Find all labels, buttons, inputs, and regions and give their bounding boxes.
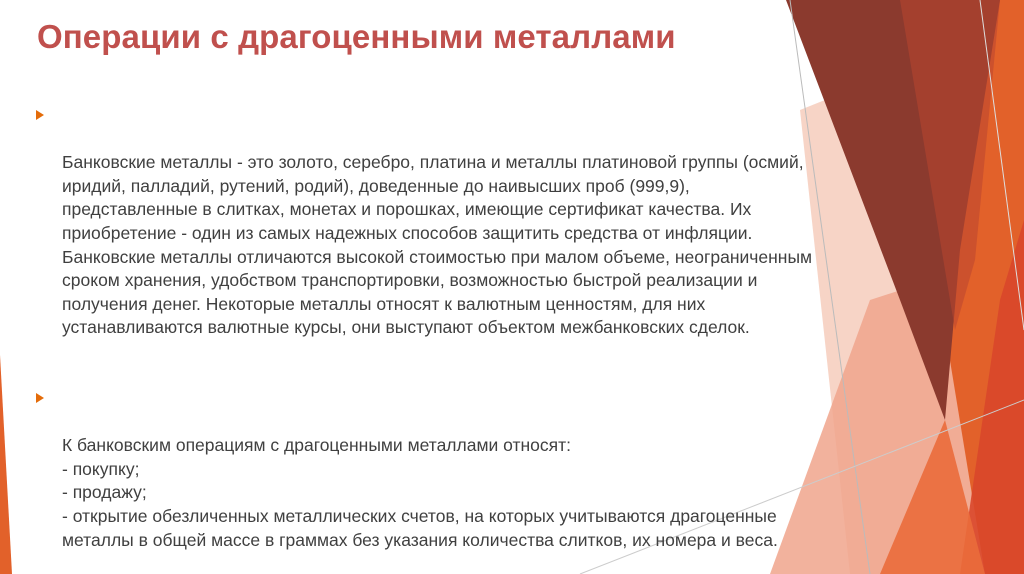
bullet-item (36, 387, 826, 552)
triangle-bullet-icon (36, 110, 44, 120)
slide-title: Операции с драгоценными металлами (37, 18, 676, 55)
bullet-text: Банковские металлы - это золото, серебро, платина и металлы платиновой группы (осмий, иридий, палладий, рутений, родий), доведенные до наивысших проб (999,9), представленные в слитках, монетах и порошках, имеющие сертификат качества. Их приобретение - один из самых надежных способов защитить средства от инфляции. Банковские металлы отличаются высокой стоимостью при малом объеме, неограниченным сроком хранения, удобством транспортировки, возможностью быстрой реализации и получения денег. Некоторые металлы относят к валютным ценностям, для них устанавливаются валютные курсы, они выступают объектом межбанковских сделок. (62, 152, 813, 338)
triangle-bullet-icon (36, 393, 44, 403)
bullet-item (36, 104, 826, 340)
bullet-text: К банковским операциям с драгоценными металлами относят: - покупку; - продажу; - открытие обезличенных металлических счетов, на которых учитываются драгоценные металлы в общей массе в граммах без указания количества слитков, их номера и веса. (62, 435, 778, 550)
left-edge-shape (0, 355, 12, 574)
slide-content (36, 104, 826, 552)
